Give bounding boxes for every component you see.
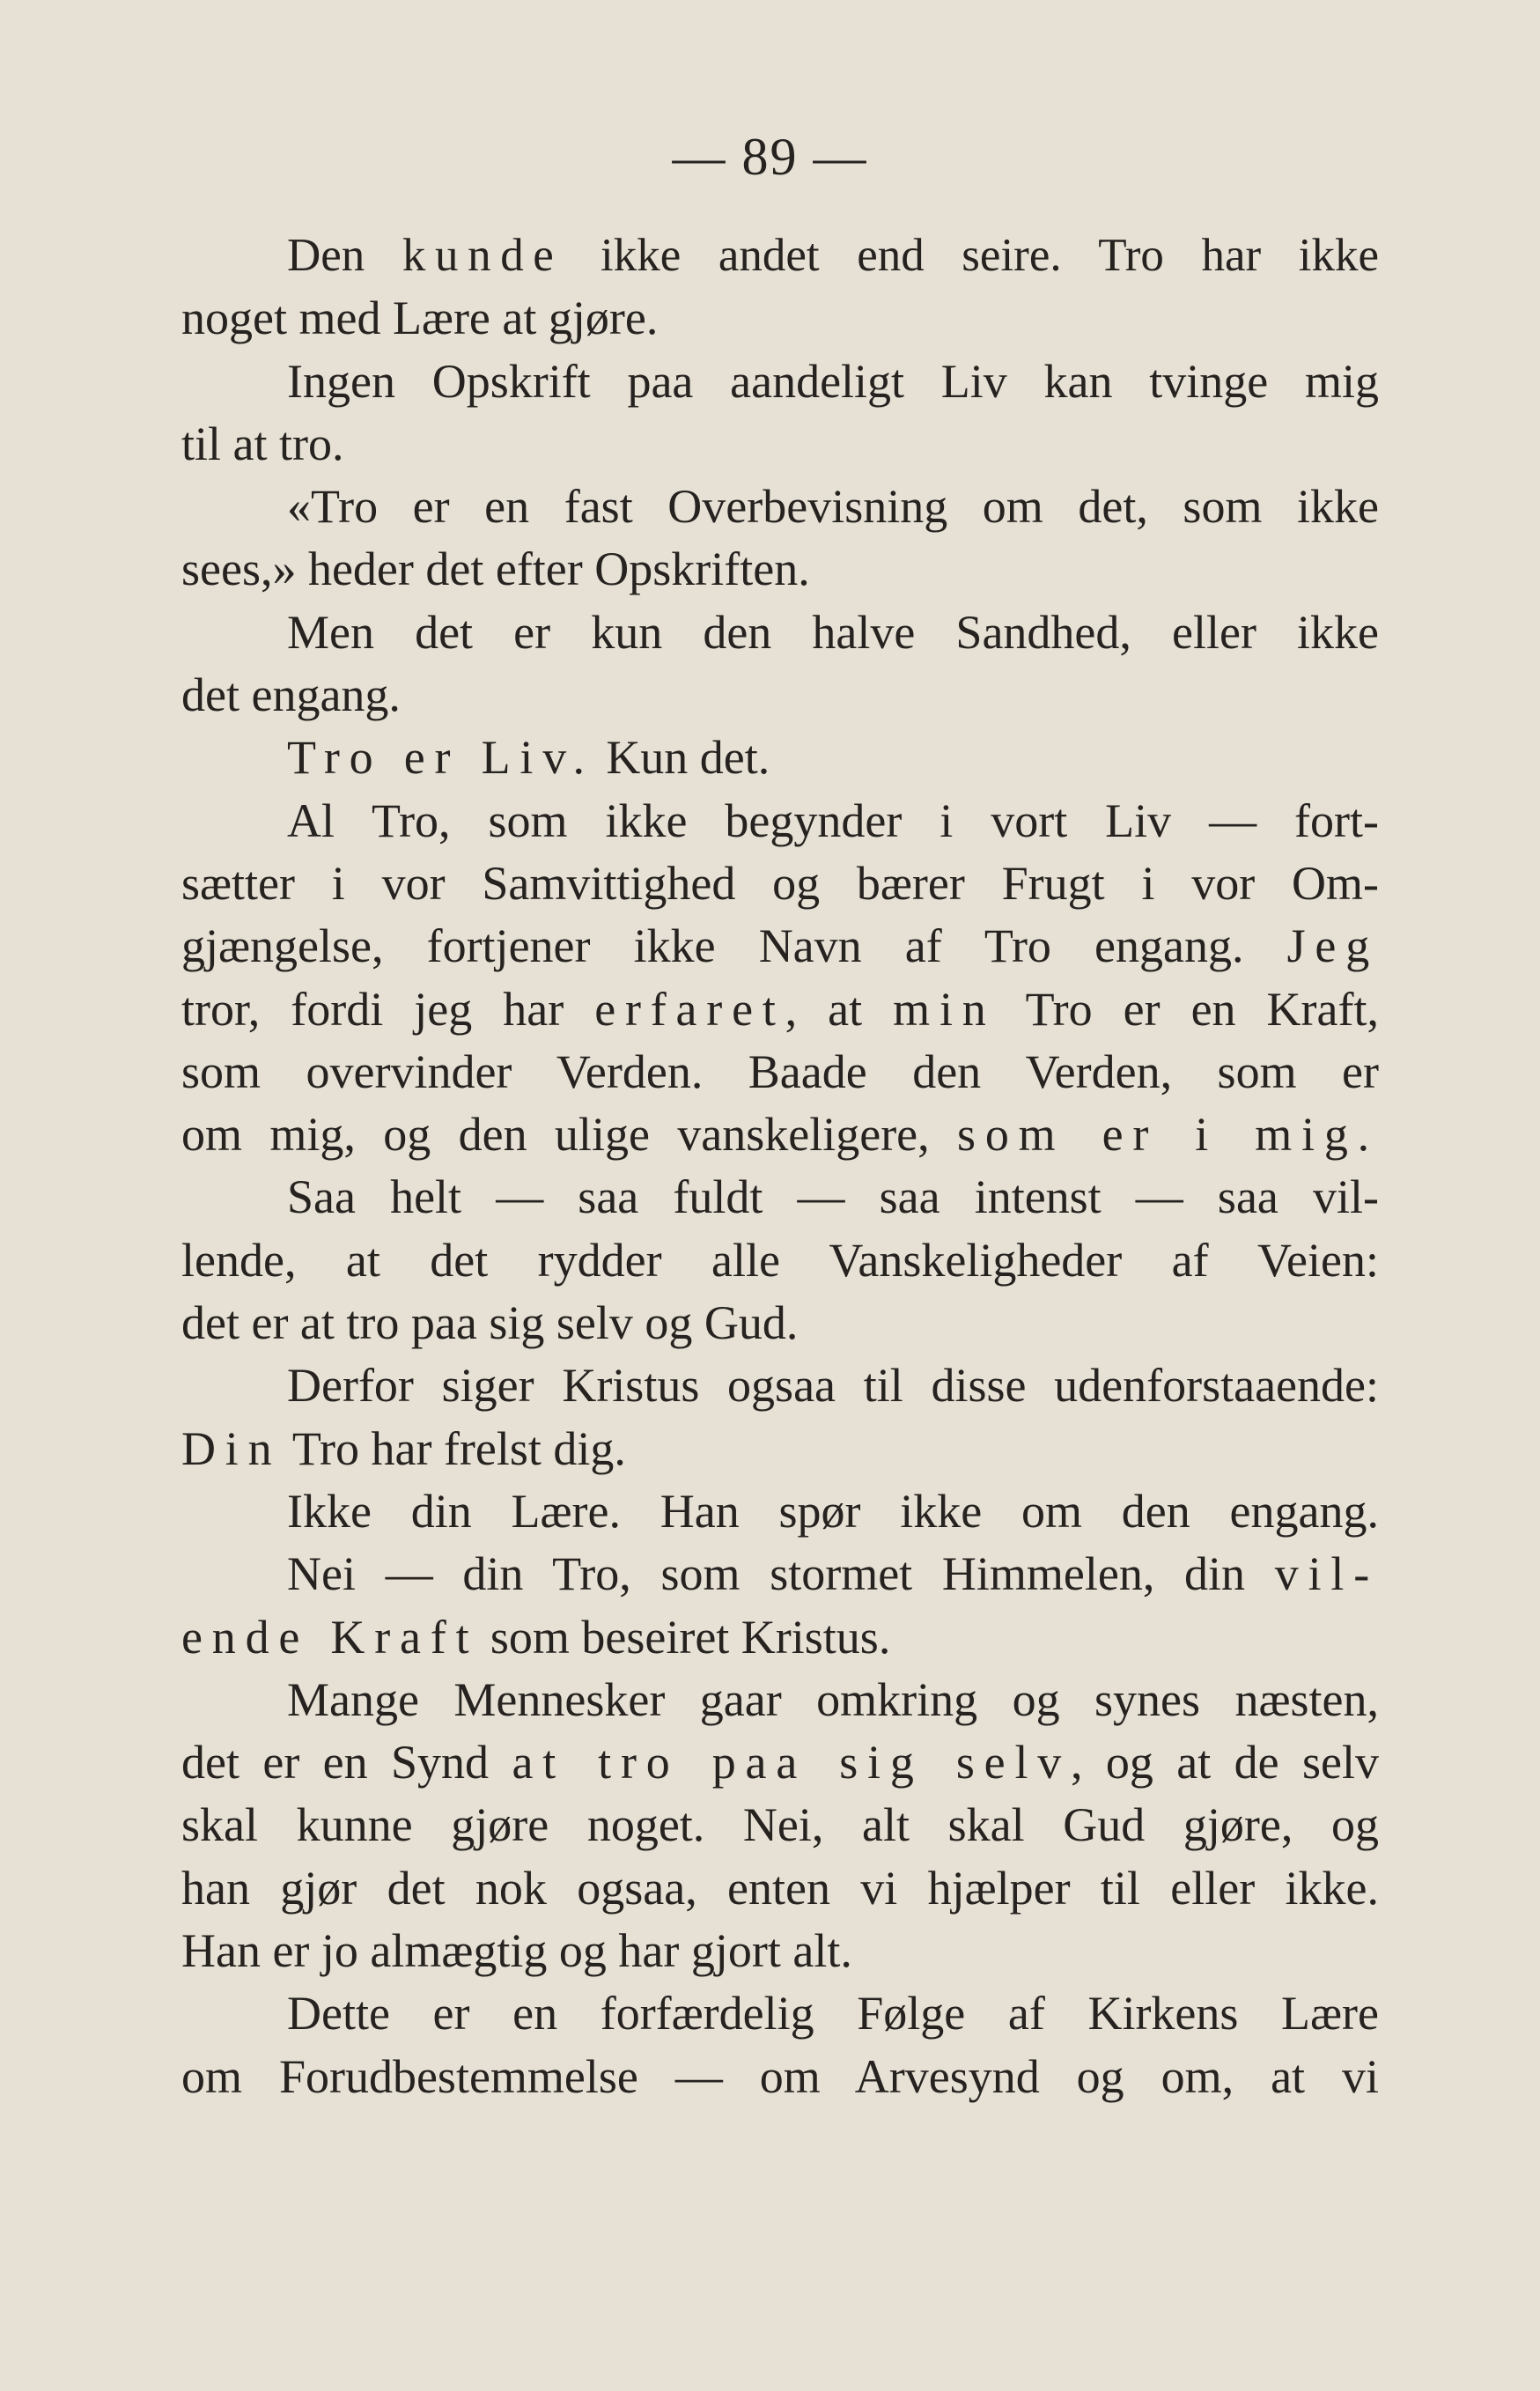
text-segment: skal kunne gjøre noget. Nei, alt skal Gud gjøre, og — [181, 1798, 1379, 1852]
text-segment: Derfor siger Kristus ogsaa til disse udenforstaaende: — [287, 1359, 1379, 1413]
text-segment: Tro har frelst dig. — [281, 1421, 626, 1475]
text-line — [181, 413, 1379, 476]
text-line — [181, 790, 1379, 852]
text-segment: han gjør det nok ogsaa, enten vi hjælper til eller ikke. — [181, 1861, 1379, 1915]
spaced-emphasis: Jeg — [1286, 919, 1379, 973]
body-text — [181, 225, 1379, 2108]
spaced-emphasis: min — [893, 982, 996, 1036]
text-line — [181, 1292, 1379, 1354]
text-segment: Kun det. — [593, 731, 770, 785]
text-segment: sees,» heder det efter Opskriften. — [181, 542, 810, 596]
text-line — [181, 915, 1379, 978]
spaced-emphasis: erfaret — [594, 982, 785, 1036]
text-line — [181, 1920, 1379, 1982]
spaced-emphasis: kunde — [402, 230, 564, 281]
spaced-emphasis: Tro er Liv. — [287, 731, 594, 785]
text-segment: det engang. — [181, 668, 401, 722]
text-segment: noget med Lære at gjøre. — [181, 291, 659, 345]
text-line — [181, 852, 1379, 915]
text-line — [181, 727, 1379, 789]
text-line — [181, 1229, 1379, 1292]
text-line — [181, 1982, 1379, 2045]
text-line — [181, 287, 1379, 350]
text-line — [181, 538, 1379, 601]
text-segment: til at tro. — [181, 417, 344, 470]
text-segment: , at — [785, 982, 894, 1036]
text-segment: Dette er en forfærdelig Følge af Kirkens Lære — [287, 1987, 1379, 2040]
text-line — [181, 1103, 1379, 1166]
text-segment: om Forudbestemmelse — om Arvesynd og om, at vi — [181, 2049, 1379, 2103]
text-line — [181, 601, 1379, 664]
spaced-emphasis: at tro paa sig selv — [512, 1736, 1072, 1790]
text-line — [181, 1041, 1379, 1103]
text-segment: tror, fordi jeg har — [181, 982, 595, 1036]
text-line — [181, 1731, 1379, 1794]
text-segment: Ikke din Lære. Han spør ikke om den engang. — [287, 1484, 1379, 1538]
text-segment: Den — [287, 230, 402, 281]
text-line — [181, 1480, 1379, 1543]
text-line — [181, 1669, 1379, 1731]
text-line — [181, 664, 1379, 727]
text-line — [181, 1166, 1379, 1229]
text-segment: som overvinder Verden. Baade den Verden, som er — [181, 1044, 1379, 1098]
text-line — [181, 1606, 1379, 1669]
page-number: — 89 — — [672, 128, 868, 186]
text-segment: Tro er en Kraft, — [995, 982, 1379, 1036]
text-line — [181, 225, 1379, 287]
text-segment: Saa helt — saa fuldt — saa intenst — saa vil- — [287, 1170, 1379, 1224]
spaced-emphasis: ende Kraft — [181, 1610, 479, 1664]
text-segment: , og at de selv — [1071, 1736, 1379, 1790]
text-line — [181, 1543, 1379, 1605]
text-segment: det er at tro paa sig selv og Gud. — [181, 1296, 799, 1350]
text-segment: ikke andet end seire. Tro har ikke — [563, 230, 1379, 281]
text-line — [181, 476, 1379, 538]
spaced-emphasis: Din — [181, 1421, 282, 1475]
spaced-emphasis: vil- — [1274, 1547, 1379, 1601]
spaced-emphasis: som er i mig. — [957, 1108, 1379, 1162]
text-segment: sætter i vor Samvittighed og bærer Frugt i vor Om- — [181, 856, 1379, 910]
text-segment: Nei — din Tro, som stormet Himmelen, din — [287, 1547, 1275, 1601]
text-line — [181, 1794, 1379, 1856]
text-segment: det er en Synd — [181, 1736, 512, 1790]
text-segment: «Tro er en fast Overbevisning om det, som ikke — [287, 480, 1379, 534]
text-line — [181, 1418, 1379, 1480]
text-line — [181, 2046, 1379, 2108]
text-segment: Al Tro, som ikke begynder i vort Liv — fort- — [287, 793, 1379, 847]
text-line — [181, 978, 1379, 1041]
text-segment: som beseiret Kristus. — [478, 1610, 891, 1664]
text-segment: Men det er kun den halve Sandhed, eller ikke — [287, 605, 1379, 659]
text-segment: Han er jo almægtig og har gjort alt. — [181, 1924, 852, 1978]
text-segment: Mange Mennesker gaar omkring og synes næsten, — [287, 1672, 1379, 1726]
text-segment: gjængelse, fortjener ikke Navn af Tro engang. — [181, 919, 1287, 973]
text-line — [181, 1857, 1379, 1920]
text-segment: Ingen Opskrift paa aandeligt Liv kan tvinge mig — [287, 354, 1379, 408]
text-line — [181, 1354, 1379, 1417]
text-line — [181, 351, 1379, 413]
text-segment: om mig, og den ulige vanskeligere, — [181, 1108, 958, 1162]
text-segment: lende, at det rydder alle Vanskeligheder af Veien: — [181, 1233, 1379, 1287]
